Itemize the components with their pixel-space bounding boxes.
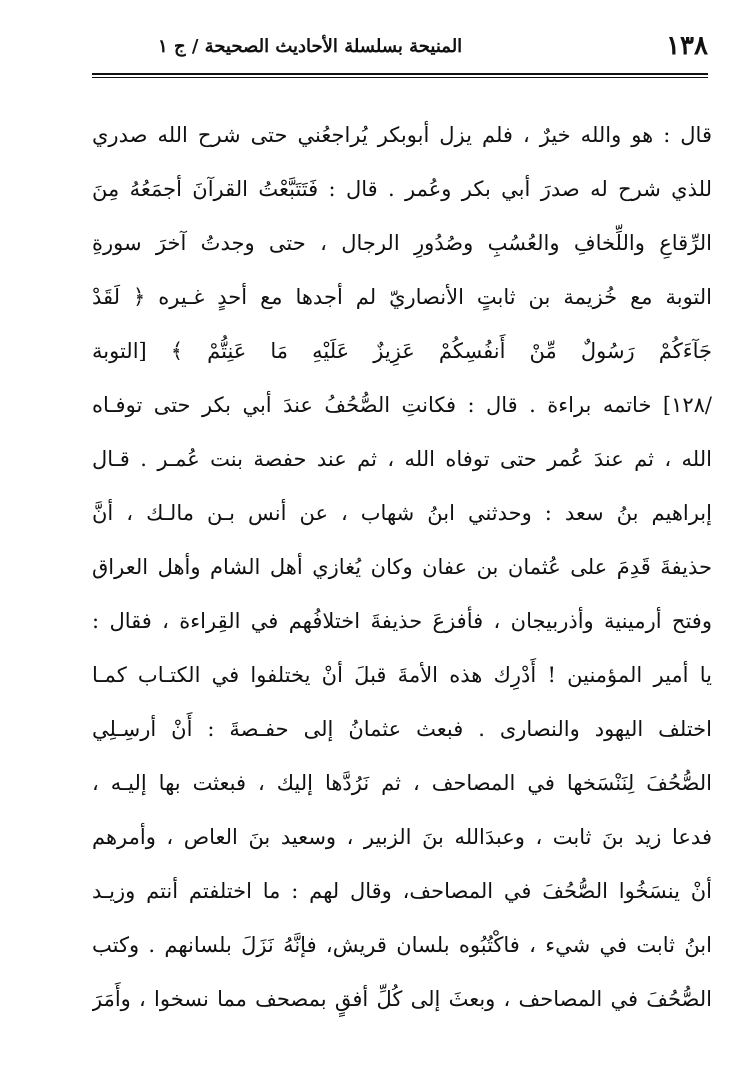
text-line: حذيفةَ قَدِمَ على عُثمان بن عفان وكان يُغازي أهل الشام وأهل العراق: [92, 555, 712, 579]
header-rule: [92, 73, 708, 78]
text-line: الله ، ثم عندَ عُمر حتى توفاه الله ، ثم عند حفصة بنت عُمـر . قـال: [92, 447, 712, 471]
text-line: فدعا زيد بنَ ثابت ، وعبدَالله بنَ الزبير ، وسعيد بنَ العاص ، وأمرهم: [92, 825, 712, 849]
text-line: ابنُ ثابت في شيء ، فاكْتُبُوه بلسان قريش، فإنَّهُ نَزَلَ بلسانهم . وكتب: [92, 933, 712, 957]
text-line: اختلف اليهود والنصارى . فبعث عثمانُ إلى حفـصةَ : أَنْ أرسِـلِي: [92, 717, 712, 741]
page-number: ١٣٨: [666, 31, 708, 61]
body-text: [92, 108, 712, 1026]
text-line: الرِّقاعِ واللِّخافِ والعُسُبِ وصُدُورِ الرجال ، حتى وجدتُ آخرَ سورةِ: [92, 231, 712, 255]
text-line: قال : هو والله خيرٌ ، فلم يزل أبوبكر يُراجعُني حتى شرح الله صدري: [92, 123, 712, 147]
text-line: التوبة مع خُزيمة بن ثابتٍ الأنصاريّ لم أجدها مع أحدٍ غـيره ﴿ لَقَدْ: [92, 285, 712, 309]
text-line: الصُّحُفَ في المصاحف ، وبعثَ إلى كُلِّ أفقٍ بمصحف مما نسخوا ، وأَمَرَ: [92, 987, 712, 1011]
text-line: /١٢٨] خاتمه براءة . قال : فكانتِ الصُّحُفُ عندَ أبي بكر حتى توفـاه: [92, 393, 712, 417]
running-title: المنيحة بسلسلة الأحاديث الصحيحة / ج ١: [158, 36, 463, 57]
text-line: للذي شرح له صدرَ أبي بكر وعُمر . قال : فَتَتَبَّعْتُ القرآنَ أجمَعُهُ مِنَ: [92, 177, 712, 201]
page-header: [92, 28, 708, 74]
quran-verse-line: جَآءَكُمْ رَسُولٌ مِّنْ أَنفُسِكُمْ عَزِيزٌ عَلَيْهِ مَا عَنِتُّمْ ﴾ [التوبة: [92, 339, 712, 363]
text-line: الصُّحُفَ لِنَنْسَخها في المصاحف ، ثم نَرُدَّها إليك ، فبعثت بها إليـه ،: [92, 771, 712, 795]
text-line: وفتح أرمينية وأذربيجان ، فأفزعَ حذيفةَ اختلافُهم في القِراءة ، فقال :: [92, 609, 712, 633]
text-line: إبراهيم بنُ سعد : وحدثني ابنُ شهاب ، عن أنس بـن مالـك ، أنَّ: [92, 501, 712, 525]
text-line: أنْ ينسَخُوا الصُّحُفَ في المصاحف، وقال لهم : ما اختلفتم أنتم وزيـد: [92, 879, 712, 903]
text-line: يا أمير المؤمنين ! أَدْرِك هذه الأمةَ قبلَ أنْ يختلفوا في الكتـاب كمـا: [92, 663, 712, 687]
